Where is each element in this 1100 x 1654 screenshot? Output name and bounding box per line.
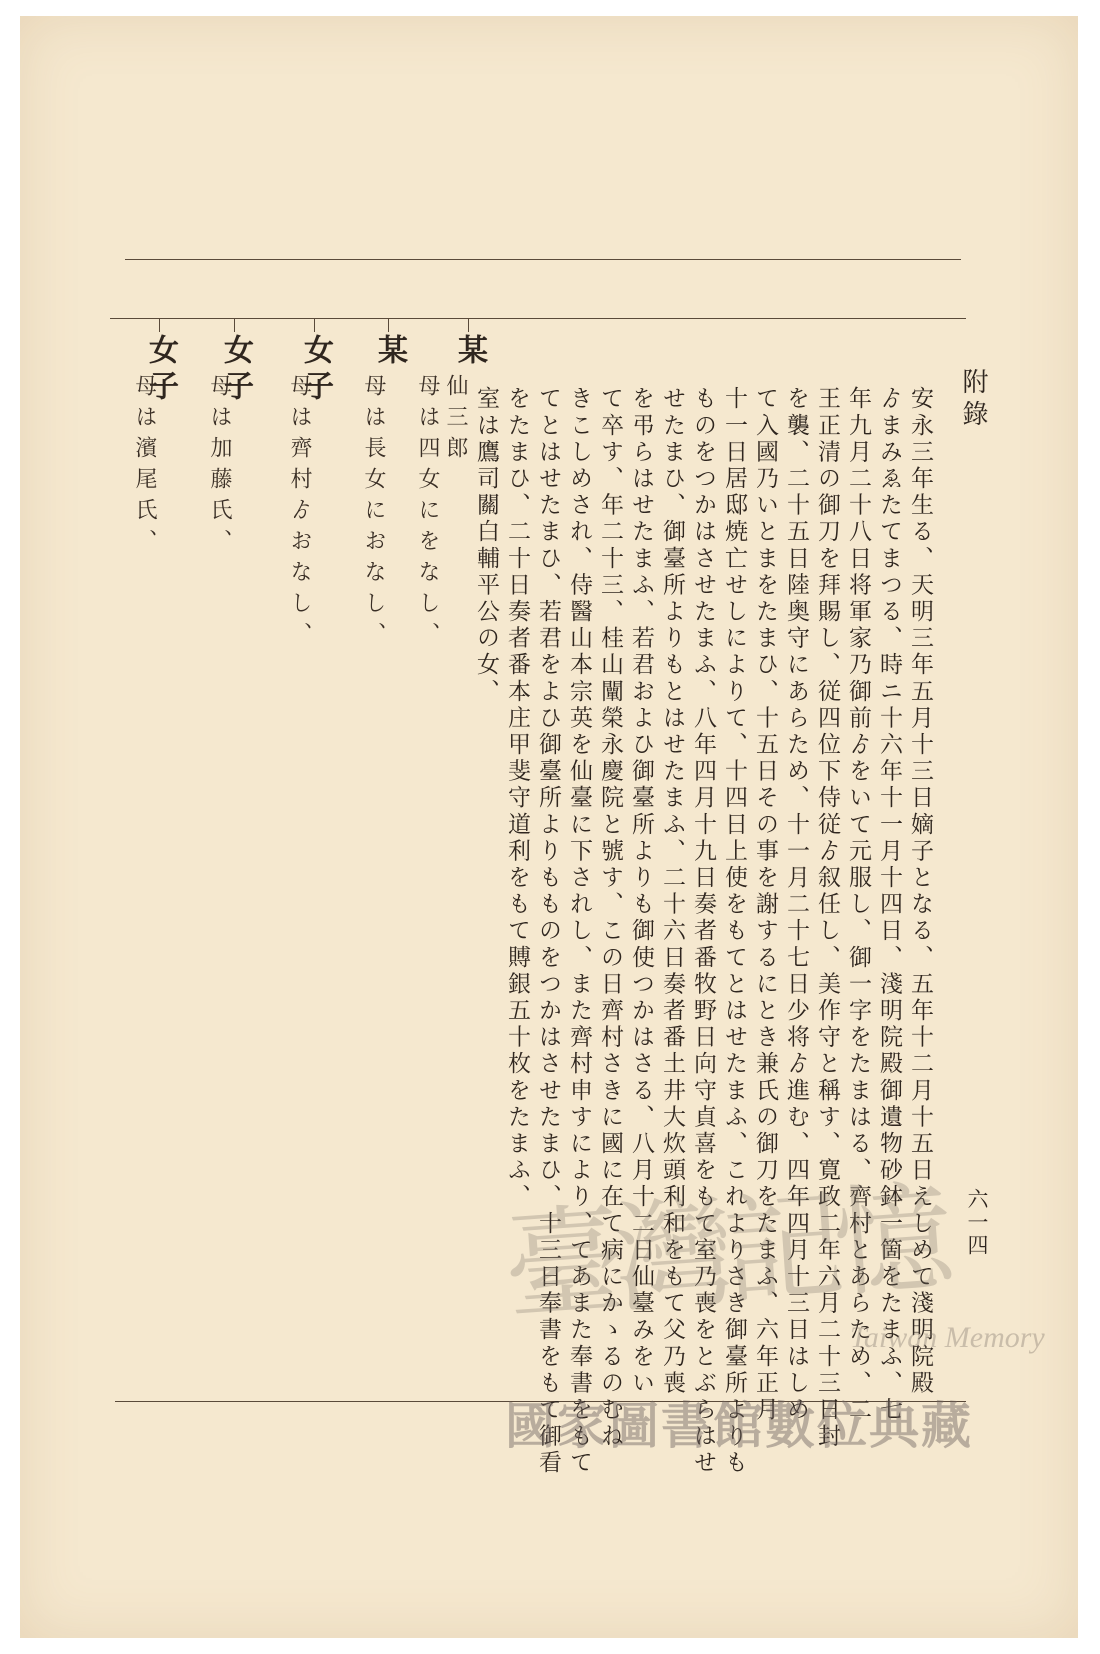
- upper-rule: [110, 318, 966, 319]
- entry-tick: [314, 318, 315, 332]
- body-column: 王正清の御刀を拜賜し、従四位下侍従ゟ叙任し、美作守と稱す、寛政二年六月二十三日封: [814, 386, 840, 1450]
- entry-tick: [468, 318, 469, 332]
- entry-note: 母は濱尾氏、: [132, 374, 157, 560]
- entry-name: 女子: [298, 334, 333, 406]
- entry-name: 女子: [218, 334, 253, 406]
- body-column: 十一日居邸焼亡せしによりて、十四日上使をもてとはせたまふ、これよりさき御臺所よりも: [721, 386, 747, 1477]
- body-column: 室は鷹司關白輔平公の女、: [473, 386, 499, 706]
- body-column: きこしめされ、侍醫山本宗英を仙臺に下されし、また齊村申すにより、てあまた奉書をもて: [566, 386, 592, 1477]
- entry-tick: [388, 318, 389, 332]
- entry-name: 某: [372, 334, 407, 370]
- body-column: てとはせたまひ、若君をよひ御臺所よりもものをつかはさせたまひ、十三日奉書をもて御看: [535, 386, 561, 1477]
- entry-note: 母は加藤氏、: [207, 374, 232, 560]
- body-column: ゟまみゑたてまつる、時ニ十六年十一月十四日、淺明院殿御遺物砂鉢一箇をたまふ、七: [876, 386, 902, 1424]
- entry-tick: [159, 318, 160, 332]
- top-rule: [125, 259, 961, 260]
- body-column: 安永三年生る、天明三年五月十三日嫡子となる、五年十二月十五日えしめて淺明院殿: [907, 386, 933, 1397]
- page-number: 六一四: [965, 1188, 989, 1257]
- watermark-seal: 臺灣記憶: [499, 1168, 949, 1339]
- entry-name: 某: [452, 334, 487, 370]
- entry-name: 女子: [143, 334, 178, 406]
- body-column: せたまひ、御臺所よりもとはせたまふ、二十六日奏者番土井大炊頭利和をもて父乃喪: [659, 386, 685, 1397]
- section-title: 附錄: [958, 368, 988, 432]
- entry-note: 母は四女にをなし、: [415, 374, 440, 653]
- entry-note: 母は長女におなし、: [361, 374, 386, 653]
- entry-note: 母は齊村ゟおなし、: [287, 374, 312, 653]
- body-column: て卒す、年二十三、桂山闡榮永慶院と號す、この日齊村さきに國に在て病にかゝるのむね: [597, 386, 623, 1450]
- body-column: 年九月二十八日将軍家乃御前ゟをいて元服し、御一字をたまはる、齊村とあらため、二: [845, 386, 871, 1424]
- body-column: を襲、二十五日陸奥守にあらため、十一月二十七日少将ゟ進む、四年四月十三日はしめ: [783, 386, 809, 1424]
- body-column: ものをつかはさせたまふ、八年四月十九日奏者番牧野日向守貞喜をもて室乃喪をとぶらはせ: [690, 386, 716, 1477]
- entry-subname: 仙三郎: [443, 374, 468, 467]
- book-page: [20, 16, 1078, 1638]
- watermark-library: 國家圖書館數位典藏: [505, 1397, 973, 1455]
- watermark-english: Taiwan Memory: [850, 1321, 1045, 1354]
- entry-tick: [234, 318, 235, 332]
- body-column: を弔らはせたまふ、若君およひ御臺所よりも御使つかはさる、八月十二日仙臺みをい: [628, 386, 654, 1397]
- body-column: をたまひ、二十日奏者番本庄甲斐守道利をもて賻銀五十枚をたまふ、: [504, 386, 530, 1211]
- body-column: て入國乃いとまをたまひ、十五日その事を謝するにとき兼氏の御刀をたまふ、六年正月: [752, 386, 778, 1424]
